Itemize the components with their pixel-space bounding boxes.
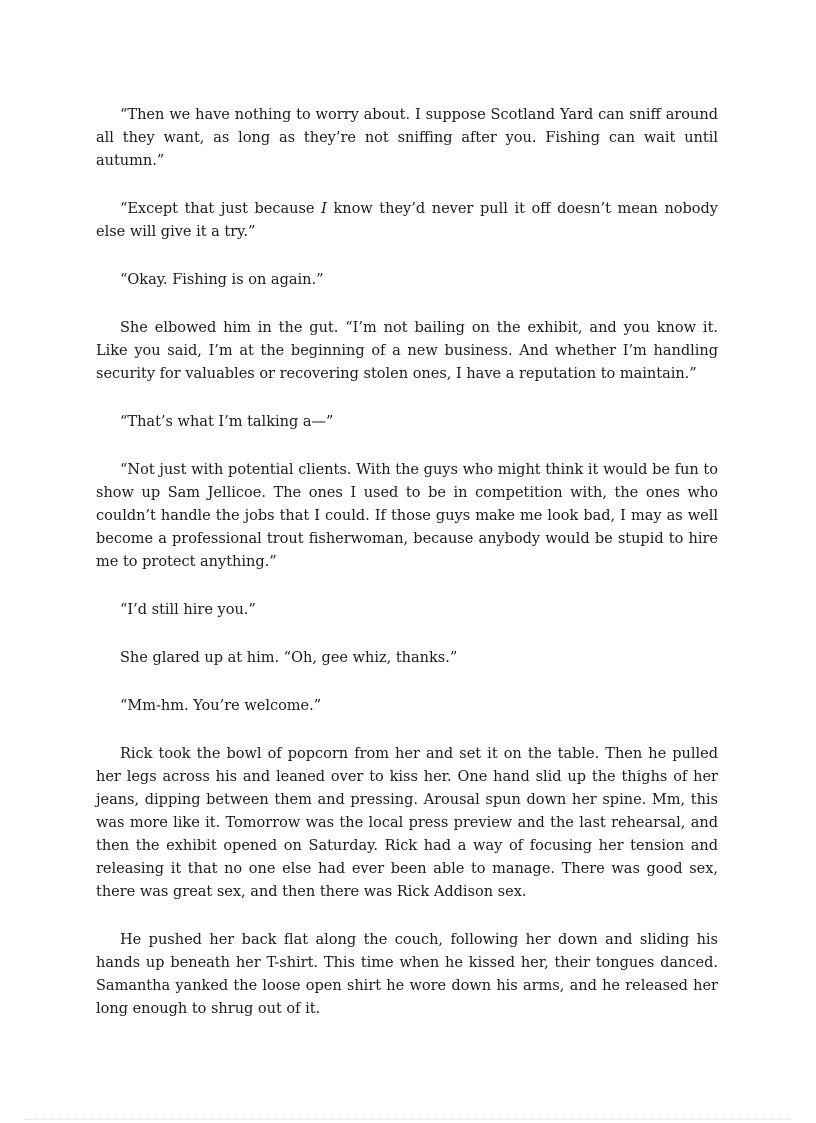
- page-bottom-divider: [24, 1119, 792, 1120]
- emphasized-word: I: [321, 201, 327, 217]
- paragraph-9: “Mm-hm. You’re welcome.”: [120, 698, 322, 714]
- paragraph-5: “That’s what I’m talking a—”: [120, 414, 334, 430]
- paragraph-2-text-start: “Except that just because: [120, 201, 322, 217]
- paragraph-6: “Not just with potential clients. With the guys who might think it would be fun to show up Sam Jellicoe. The ones I used to be in competition with, the ones who couldn’t handle the jobs that I could. If those guys make me look bad, I may as well become a professional trout fisherwoman, because anybody would be stupid to hire me to protect anything.”: [96, 462, 718, 570]
- body-text: [96, 104, 718, 1021]
- paragraph-2: [96, 198, 718, 244]
- paragraph-7: “I’d still hire you.”: [120, 602, 256, 618]
- paragraph-2-text-end: know they’d never pull it off doesn’t mean nobody else will give it a try.”: [96, 201, 718, 240]
- paragraph-8: She glared up at him. “Oh, gee whiz, thanks.”: [120, 650, 458, 666]
- paragraph-4: She elbowed him in the gut. “I’m not bailing on the exhibit, and you know it. Like you said, I’m at the beginning of a new business. And whether I’m handling security for valuables or recovering stolen ones, I have a reputation to maintain.”: [96, 320, 718, 382]
- paragraph-11: He pushed her back flat along the couch, following her down and sliding his hands up beneath her T-shirt. This time when he kissed her, their tongues danced. Samantha yanked the loose open shirt he wore down his arms, and he released her long enough to shrug out of it.: [96, 932, 718, 1017]
- paragraph-3: “Okay. Fishing is on again.”: [120, 272, 324, 288]
- paragraph-1: “Then we have nothing to worry about. I suppose Scotland Yard can sniff around all they want, as long as they’re not sniffing after you. Fishing can wait until autumn.”: [96, 107, 718, 169]
- paragraph-10: Rick took the bowl of popcorn from her and set it on the table. Then he pulled her legs across his and leaned over to kiss her. One hand slid up the thighs of her jeans, dipping between them and pressing. Arousal spun down her spine. Mm, this was more like it. Tomorrow was the local press preview and the last rehearsal, and then the exhibit opened on Saturday. Rick had a way of focusing her tension and releasing it that no one else had ever been able to manage. There was good sex, there was great sex, and then there was Rick Addison sex.: [96, 746, 718, 900]
